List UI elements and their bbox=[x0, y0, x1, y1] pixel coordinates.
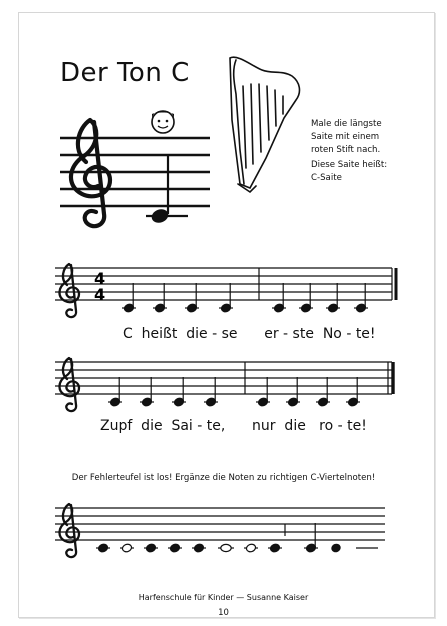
treble-clef-icon bbox=[59, 504, 79, 557]
page-title: Der Ton C bbox=[60, 58, 190, 88]
treble-clef-icon bbox=[59, 264, 79, 317]
staff-2 bbox=[55, 268, 396, 300]
footer-text: Harfenschule für Kinder — Susanne Kaiser bbox=[138, 593, 309, 602]
instruction-line: Saite mit einem bbox=[311, 132, 380, 142]
time-signature-bottom: 4 bbox=[94, 285, 106, 304]
instruction-line: Male die längste bbox=[311, 119, 382, 129]
exercise-instruction: Der Fehlerteufel ist los! Ergänze die Noten zu richtigen C-Viertelnoten! bbox=[71, 473, 376, 483]
harp-icon bbox=[230, 57, 299, 192]
instruction-line: Diese Saite heißt: bbox=[311, 160, 388, 170]
instruction-line: C-Saite bbox=[311, 173, 342, 183]
time-signature-top: 4 bbox=[94, 269, 106, 288]
instruction-line: roten Stift nach. bbox=[311, 145, 381, 155]
notes-staff-2 bbox=[122, 283, 368, 313]
notes-exercise bbox=[96, 523, 378, 553]
lyrics-line-1: C heißt die - se er - ste No - te! bbox=[123, 326, 376, 342]
staff-3 bbox=[55, 362, 393, 394]
smiley-face-icon bbox=[152, 111, 174, 134]
treble-clef-icon bbox=[59, 358, 79, 411]
notes-staff-3 bbox=[108, 377, 360, 407]
page-number: 10 bbox=[218, 608, 229, 618]
staff-4 bbox=[55, 508, 385, 540]
lyrics-line-2: Zupf die Sai - te, nur die ro - te! bbox=[100, 418, 367, 434]
